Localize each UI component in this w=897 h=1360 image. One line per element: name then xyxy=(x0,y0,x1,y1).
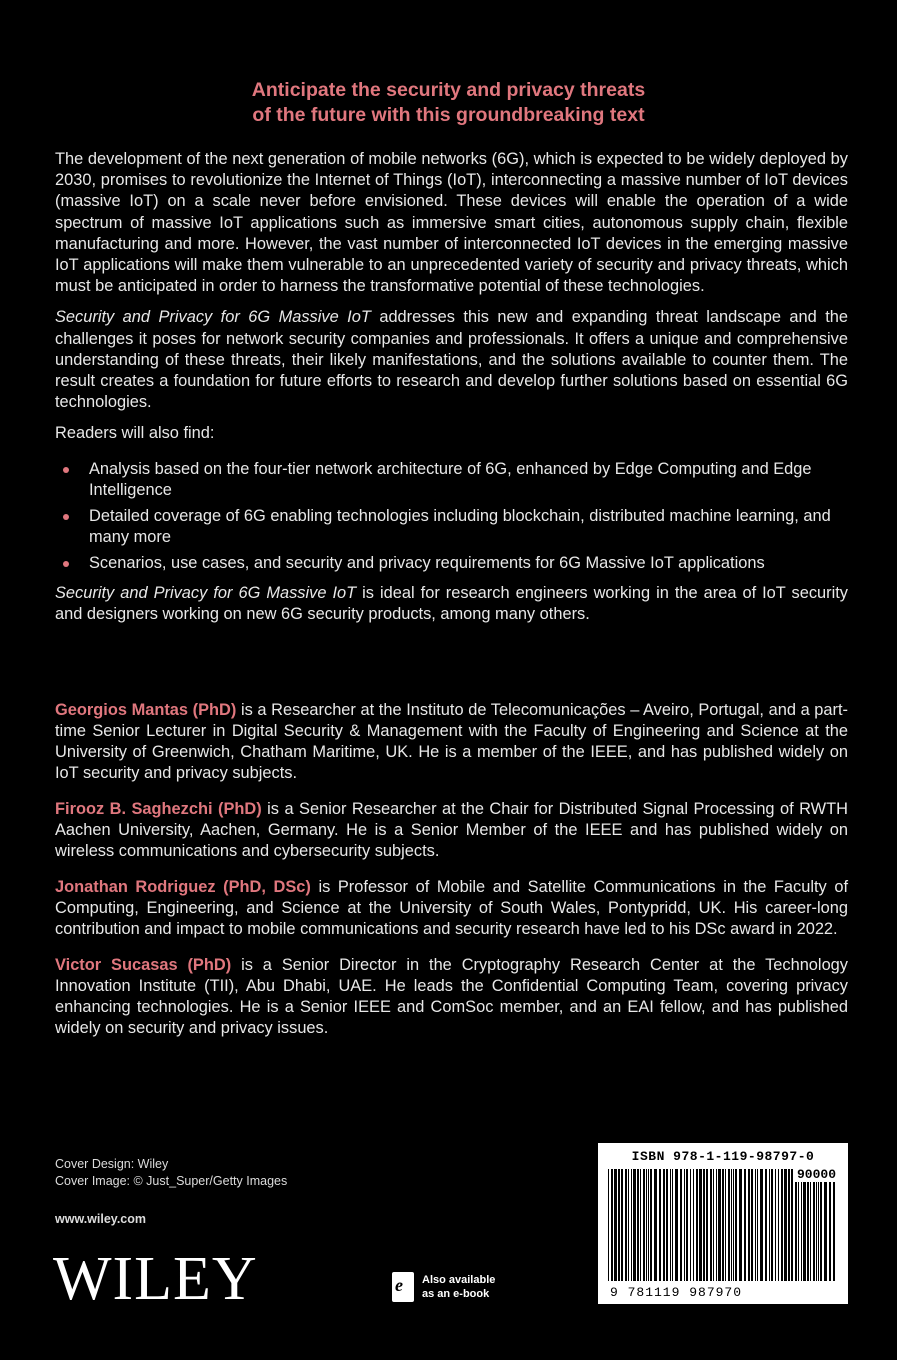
barcode-bar xyxy=(807,1169,809,1281)
barcode-bar xyxy=(771,1169,773,1281)
barcode-bar xyxy=(818,1169,819,1281)
author-name: Georgios Mantas (PhD) xyxy=(55,701,237,719)
list-item: Scenarios, use cases, and security and privacy requirements for 6G Massive IoT applications xyxy=(55,553,848,574)
feature-list xyxy=(55,459,848,575)
closing-text: is ideal for research engineers working in the area of IoT security and designers working on new 6G security products, among many others. xyxy=(55,583,848,623)
barcode-bar xyxy=(778,1169,779,1281)
cover-design-credit: Cover Design: Wiley xyxy=(55,1157,169,1171)
closing-paragraph xyxy=(55,583,848,625)
barcode-bar xyxy=(775,1169,776,1281)
barcode-bar xyxy=(820,1169,822,1281)
barcode-bar xyxy=(608,1169,609,1281)
barcode-bar xyxy=(618,1169,620,1281)
barcode-bar xyxy=(728,1169,730,1281)
author-bios xyxy=(55,700,848,1054)
barcode-bar xyxy=(710,1169,712,1281)
barcode-bar xyxy=(628,1169,629,1281)
barcode-bar xyxy=(829,1169,831,1281)
barcode-bar xyxy=(725,1169,726,1281)
barcode-bar xyxy=(611,1169,613,1281)
barcode-bar xyxy=(680,1169,682,1281)
barcode-bar xyxy=(765,1169,767,1281)
barcode-bar xyxy=(646,1169,647,1281)
barcode-bar xyxy=(690,1169,691,1281)
headline-line-1: Anticipate the security and privacy threats xyxy=(251,79,646,101)
barcode-bar xyxy=(833,1169,835,1281)
intro-paragraph: The development of the next generation of mobile networks (6G), which is expected to be widely deployed by 2030, promises to revolutionize the Internet of Things (IoT), interconnecting a massive number of IoT devices (massive IoT) on a scale never before envisioned. These devices will enable the operation of a wide spectrum of massive IoT applications such as immersive smart cities, autonomous supply chain, flexible manufacturing and more. However, the vast number of interconnected IoT devices in the emerging massive IoT applications will make them vulnerable to an unprecedented variety of security and privacy threats, which must be anticipated in order to harness the transformative potential of these technologies. xyxy=(55,150,848,296)
author-name: Firooz B. Saghezchi (PhD) xyxy=(55,800,262,818)
book-title: Security and Privacy for 6G Massive IoT xyxy=(55,583,357,602)
barcode-bar xyxy=(625,1169,627,1281)
publisher-website[interactable]: www.wiley.com xyxy=(55,1212,146,1226)
barcode-bar xyxy=(672,1169,673,1281)
readers-intro: Readers will also find: xyxy=(55,424,215,443)
barcode-bar xyxy=(733,1169,734,1281)
barcode-bar xyxy=(684,1169,685,1281)
barcode-bar xyxy=(755,1169,756,1281)
barcode-bar xyxy=(757,1169,758,1281)
barcode-bar xyxy=(696,1169,698,1281)
barcode-bar xyxy=(716,1169,717,1281)
bullet-icon xyxy=(63,514,69,520)
ebook-notice xyxy=(392,1272,495,1302)
price-code: 90000 xyxy=(796,1167,836,1182)
barcode-number: 9 781119 987970 xyxy=(610,1285,743,1300)
cover-credits xyxy=(55,1156,287,1190)
summary-paragraph xyxy=(55,307,848,413)
barcode-bar xyxy=(739,1169,742,1281)
headline-line-2: of the future with this groundbreaking text xyxy=(252,104,645,126)
barcode-bar xyxy=(788,1169,790,1281)
author-bio: Georgios Mantas (PhD) is a Researcher at the Instituto de Telecomunicações – Aveiro, Portugal, and a part-time Senior Lecturer in Digital Security & Management with the Faculty of Engineering and Science at the University of Greenwich, Chatham Maritime, UK. He is a member of the IEEE, and has published widely on IoT security and privacy subjects. xyxy=(55,701,848,782)
barcode-bar xyxy=(654,1169,657,1281)
barcode-bar xyxy=(816,1169,817,1281)
barcode-bar xyxy=(670,1169,671,1281)
ebook-line-2: as an e-book xyxy=(422,1288,490,1300)
barcode-bar xyxy=(703,1169,705,1281)
bullet-icon xyxy=(63,561,69,567)
barcode-bars xyxy=(608,1169,838,1281)
barcode-bar xyxy=(735,1169,737,1281)
barcode-bar xyxy=(640,1169,641,1281)
barcode-bar xyxy=(791,1169,793,1281)
barcode-bar xyxy=(722,1169,724,1281)
barcode-bar xyxy=(751,1169,753,1281)
wiley-logo: WILEY xyxy=(53,1245,258,1313)
isbn-barcode xyxy=(598,1143,848,1304)
barcode-bar xyxy=(706,1169,708,1281)
barcode-bar xyxy=(666,1169,668,1281)
author-name: Jonathan Rodriguez (PhD, DSc) xyxy=(55,878,311,896)
summary-text: addresses this new and expanding threat landscape and the challenges it poses for network security companies and professionals. It offers a unique and comprehensive understanding of these threats, their likely manifestations, and the solutions available to counter them. The result creates a foundation for future efforts to research and develop further solutions based on essential 6G technologies. xyxy=(55,308,848,412)
barcode-bar xyxy=(633,1169,636,1281)
barcode-bar xyxy=(803,1169,806,1281)
barcode-bar xyxy=(693,1169,694,1281)
author-bio: Victor Sucasas (PhD) is a Senior Director in the Cryptography Research Center at the Technology Innovation Institute (TII), Abu Dhabi, UAE. He leads the Confidential Computing Team, covering privacy enhancing technologies. He is a Senior IEEE and ComSoc member, and an EAI fellow, and has published widely on security and privacy issues. xyxy=(55,956,848,1037)
barcode-bar xyxy=(631,1169,632,1281)
barcode-bar xyxy=(798,1169,799,1281)
author-bio: Firooz B. Saghezchi (PhD) is a Senior Researcher at the Chair for Distributed Signal Processing of RWTH Aachen University, Aachen, Germany. He is a Senior Member of the IEEE and has published widely on wireless communications and cybersecurity subjects. xyxy=(55,800,848,860)
barcode-bar xyxy=(760,1169,763,1281)
barcode-bar xyxy=(810,1169,811,1281)
barcode-bar xyxy=(686,1169,688,1281)
barcode-bar xyxy=(744,1169,746,1281)
e-book-icon: e xyxy=(392,1272,414,1302)
isbn-text: ISBN 978-1-119-98797-0 xyxy=(631,1149,815,1164)
barcode-bar xyxy=(663,1169,665,1281)
headline xyxy=(0,78,897,128)
barcode-bar xyxy=(650,1169,652,1281)
barcode-bar xyxy=(824,1169,827,1281)
barcode-bar xyxy=(801,1169,802,1281)
author-name: Victor Sucasas (PhD) xyxy=(55,956,232,974)
barcode-bar xyxy=(813,1169,815,1281)
description xyxy=(55,149,848,635)
barcode-bar xyxy=(643,1169,645,1281)
barcode-bar xyxy=(675,1169,678,1281)
barcode-bar xyxy=(769,1169,770,1281)
barcode-bar xyxy=(648,1169,649,1281)
barcode-bar xyxy=(699,1169,702,1281)
cover-image-credit: Cover Image: © Just_Super/Getty Images xyxy=(55,1174,288,1188)
author-bio: Jonathan Rodriguez (PhD, DSc) is Professor of Mobile and Satellite Communications in the Faculty of Computing, Engineering, and Science at the University of South Wales, Pontypridd, UK. His career-long contribution and impact to mobile communications and security research have led to his DSc award in 2022. xyxy=(55,878,848,938)
barcode-bar xyxy=(659,1169,661,1281)
book-title: Security and Privacy for 6G Massive IoT xyxy=(55,308,371,327)
barcode-bar xyxy=(621,1169,623,1281)
ebook-line-1: Also available xyxy=(422,1274,496,1286)
barcode-bar xyxy=(781,1169,783,1281)
barcode-bar xyxy=(614,1169,617,1281)
barcode-bar xyxy=(784,1169,787,1281)
list-item: Analysis based on the four-tier network architecture of 6G, enhanced by Edge Computing and Edge Intelligence xyxy=(55,459,848,501)
barcode-bar xyxy=(637,1169,639,1281)
list-item: Detailed coverage of 6G enabling technologies including blockchain, distributed machine learning, and many more xyxy=(55,506,848,548)
barcode-bar xyxy=(713,1169,714,1281)
barcode-bar xyxy=(795,1169,797,1281)
barcode-bar xyxy=(718,1169,721,1281)
bullet-icon xyxy=(63,467,69,473)
barcode-bar xyxy=(748,1169,750,1281)
barcode-bar xyxy=(731,1169,732,1281)
